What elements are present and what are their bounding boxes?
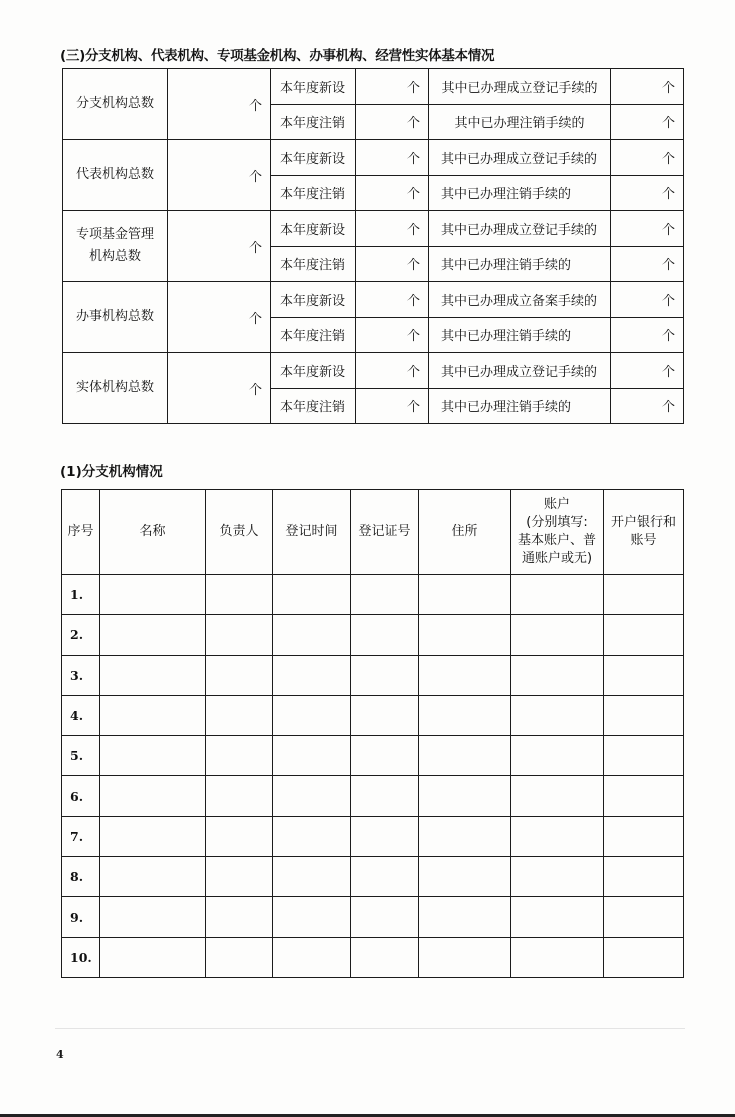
branch-table <box>61 489 684 978</box>
cell-address[interactable] <box>419 736 511 776</box>
unit-label: 个 <box>406 329 420 345</box>
divider <box>55 1028 685 1029</box>
header-name: 名称 <box>100 490 206 575</box>
unit-label: 个 <box>661 80 675 96</box>
cell-bank[interactable] <box>604 575 684 615</box>
summary-row <box>63 69 684 105</box>
cell-address[interactable] <box>419 615 511 655</box>
institution-summary-table <box>62 68 684 424</box>
cell-account[interactable] <box>511 655 604 695</box>
action-label: 本年度注销 <box>271 104 356 140</box>
count-field[interactable] <box>611 317 684 353</box>
detail-label: 其中已办理注销手续的 <box>429 388 611 424</box>
cell-address[interactable] <box>419 695 511 735</box>
unit-label: 个 <box>248 240 262 256</box>
count-field[interactable] <box>611 211 684 247</box>
org-type-label: 分支机构总数 <box>63 69 168 140</box>
header-reg-cert: 登记证号 <box>351 490 419 575</box>
cell-leader[interactable] <box>206 857 273 897</box>
action-label: 本年度新设 <box>271 282 356 318</box>
cell-account[interactable] <box>511 937 604 977</box>
org-total-field[interactable] <box>168 69 271 140</box>
org-type-label: 实体机构总数 <box>63 353 168 424</box>
unit-label: 个 <box>406 187 420 203</box>
header-bank-line1: 开户银行和 <box>610 515 676 530</box>
cell-name[interactable] <box>100 695 206 735</box>
detail-label: 其中已办理成立登记手续的 <box>429 140 611 176</box>
cell-name[interactable] <box>100 736 206 776</box>
unit-label: 个 <box>248 169 262 185</box>
cell-address[interactable] <box>419 575 511 615</box>
cell-reg-cert[interactable] <box>351 857 419 897</box>
row-index: 9. <box>62 897 100 937</box>
detail-label: 其中已办理注销手续的 <box>429 317 611 353</box>
unit-label: 个 <box>406 80 420 96</box>
detail-label: 其中已办理注销手续的 <box>429 104 611 140</box>
org-type-label <box>63 211 168 282</box>
row-index: 8. <box>62 857 100 897</box>
action-label: 本年度注销 <box>271 388 356 424</box>
org-total-field[interactable] <box>168 211 271 282</box>
count-field[interactable] <box>611 353 684 389</box>
cell-name[interactable] <box>100 575 206 615</box>
cell-name[interactable] <box>100 655 206 695</box>
cell-name[interactable] <box>100 776 206 816</box>
cell-name[interactable] <box>100 937 206 977</box>
count-field[interactable] <box>356 211 429 247</box>
table-row <box>62 816 684 856</box>
table-row <box>62 655 684 695</box>
summary-row <box>63 211 684 247</box>
count-field[interactable] <box>611 69 684 105</box>
org-type-label-line2: 机构总数 <box>88 249 141 264</box>
cell-name[interactable] <box>100 857 206 897</box>
row-index: 5. <box>62 736 100 776</box>
count-field[interactable] <box>611 388 684 424</box>
unit-label: 个 <box>406 400 420 416</box>
cell-leader[interactable] <box>206 816 273 856</box>
org-total-field[interactable] <box>168 353 271 424</box>
summary-row <box>63 282 684 318</box>
cell-bank[interactable] <box>604 736 684 776</box>
header-account-line2: (分别填写: <box>526 515 588 530</box>
cell-bank[interactable] <box>604 937 684 977</box>
detail-label: 其中已办理注销手续的 <box>429 175 611 211</box>
cell-bank[interactable] <box>604 615 684 655</box>
row-index: 6. <box>62 776 100 816</box>
detail-label: 其中已办理注销手续的 <box>429 246 611 282</box>
detail-label: 其中已办理成立登记手续的 <box>429 211 611 247</box>
row-index: 1. <box>62 575 100 615</box>
count-field[interactable] <box>356 353 429 389</box>
cell-bank[interactable] <box>604 776 684 816</box>
header-leader: 负责人 <box>206 490 273 575</box>
detail-label: 其中已办理成立备案手续的 <box>429 282 611 318</box>
action-label: 本年度新设 <box>271 353 356 389</box>
unit-label: 个 <box>661 258 675 274</box>
count-field[interactable] <box>356 246 429 282</box>
count-field[interactable] <box>611 246 684 282</box>
table-row <box>62 615 684 655</box>
table-row <box>62 776 684 816</box>
header-bank-line2: 账号 <box>630 533 657 548</box>
cell-leader[interactable] <box>206 736 273 776</box>
row-index: 3. <box>62 655 100 695</box>
cell-address[interactable] <box>419 776 511 816</box>
unit-label: 个 <box>406 293 420 309</box>
unit-label: 个 <box>661 151 675 167</box>
cell-address[interactable] <box>419 857 511 897</box>
cell-bank[interactable] <box>604 695 684 735</box>
cell-reg-cert[interactable] <box>351 575 419 615</box>
cell-account[interactable] <box>511 695 604 735</box>
count-field[interactable] <box>611 282 684 318</box>
unit-label: 个 <box>248 311 262 327</box>
count-field[interactable] <box>356 282 429 318</box>
unit-label: 个 <box>661 222 675 238</box>
unit-label: 个 <box>661 400 675 416</box>
cell-leader[interactable] <box>206 937 273 977</box>
table-row <box>62 736 684 776</box>
header-account-line3: 基本账户、普 <box>517 533 596 548</box>
cell-address[interactable] <box>419 897 511 937</box>
org-type-label: 代表机构总数 <box>63 140 168 211</box>
cell-reg-cert[interactable] <box>351 695 419 735</box>
cell-reg-time[interactable] <box>273 897 351 937</box>
table-row <box>62 857 684 897</box>
row-index: 2. <box>62 615 100 655</box>
table-row <box>62 937 684 977</box>
unit-label: 个 <box>248 98 262 114</box>
cell-reg-time[interactable] <box>273 695 351 735</box>
cell-account[interactable] <box>511 816 604 856</box>
cell-reg-time[interactable] <box>273 816 351 856</box>
cell-name[interactable] <box>100 816 206 856</box>
count-field[interactable] <box>356 175 429 211</box>
unit-label: 个 <box>406 364 420 380</box>
page-number: 4 <box>56 1048 64 1061</box>
cell-address[interactable] <box>419 937 511 977</box>
header-account-line4: 通账户或无) <box>521 551 593 566</box>
cell-reg-time[interactable] <box>273 655 351 695</box>
cell-reg-time[interactable] <box>273 736 351 776</box>
header-index: 序号 <box>62 490 100 575</box>
cell-bank[interactable] <box>604 857 684 897</box>
cell-reg-cert[interactable] <box>351 897 419 937</box>
cell-account[interactable] <box>511 615 604 655</box>
cell-leader[interactable] <box>206 655 273 695</box>
row-index: 7. <box>62 816 100 856</box>
cell-reg-cert[interactable] <box>351 736 419 776</box>
cell-reg-cert[interactable] <box>351 937 419 977</box>
cell-name[interactable] <box>100 897 206 937</box>
action-label: 本年度新设 <box>271 211 356 247</box>
unit-label: 个 <box>661 116 675 132</box>
cell-account[interactable] <box>511 736 604 776</box>
count-field[interactable] <box>356 140 429 176</box>
summary-row <box>63 140 684 176</box>
count-field[interactable] <box>356 104 429 140</box>
action-label: 本年度新设 <box>271 69 356 105</box>
cell-reg-time[interactable] <box>273 615 351 655</box>
cell-reg-time[interactable] <box>273 937 351 977</box>
unit-label: 个 <box>661 293 675 309</box>
unit-label: 个 <box>406 222 420 238</box>
cell-leader[interactable] <box>206 615 273 655</box>
cell-leader[interactable] <box>206 575 273 615</box>
table-row <box>62 897 684 937</box>
count-field[interactable] <box>611 140 684 176</box>
cell-leader[interactable] <box>206 776 273 816</box>
action-label: 本年度注销 <box>271 317 356 353</box>
cell-bank[interactable] <box>604 655 684 695</box>
cell-bank[interactable] <box>604 816 684 856</box>
summary-row <box>63 353 684 389</box>
cell-account[interactable] <box>511 897 604 937</box>
cell-leader[interactable] <box>206 897 273 937</box>
count-field[interactable] <box>611 104 684 140</box>
branch-table-body <box>62 575 684 978</box>
count-field[interactable] <box>356 317 429 353</box>
cell-reg-time[interactable] <box>273 857 351 897</box>
cell-reg-cert[interactable] <box>351 816 419 856</box>
count-field[interactable] <box>356 69 429 105</box>
unit-label: 个 <box>248 382 262 398</box>
header-bank <box>604 490 684 575</box>
cell-reg-time[interactable] <box>273 575 351 615</box>
detail-label: 其中已办理成立登记手续的 <box>429 69 611 105</box>
unit-label: 个 <box>406 151 420 167</box>
cell-address[interactable] <box>419 816 511 856</box>
cell-reg-cert[interactable] <box>351 776 419 816</box>
org-type-label: 办事机构总数 <box>63 282 168 353</box>
org-total-field[interactable] <box>168 282 271 353</box>
detail-label: 其中已办理成立登记手续的 <box>429 353 611 389</box>
cell-reg-cert[interactable] <box>351 615 419 655</box>
cell-bank[interactable] <box>604 897 684 937</box>
cell-name[interactable] <box>100 615 206 655</box>
count-field[interactable] <box>611 175 684 211</box>
action-label: 本年度注销 <box>271 175 356 211</box>
table-row <box>62 575 684 615</box>
unit-label: 个 <box>661 364 675 380</box>
branch-section-title: (1)分支机构情况 <box>60 464 163 480</box>
action-label: 本年度新设 <box>271 140 356 176</box>
header-address: 住所 <box>419 490 511 575</box>
unit-label: 个 <box>406 116 420 132</box>
unit-label: 个 <box>406 258 420 274</box>
header-account <box>511 490 604 575</box>
action-label: 本年度注销 <box>271 246 356 282</box>
row-index: 4. <box>62 695 100 735</box>
org-total-field[interactable] <box>168 140 271 211</box>
unit-label: 个 <box>661 329 675 345</box>
branch-table-header <box>62 490 684 575</box>
cell-account[interactable] <box>511 776 604 816</box>
cell-leader[interactable] <box>206 695 273 735</box>
count-field[interactable] <box>356 388 429 424</box>
unit-label: 个 <box>661 187 675 203</box>
section-title: (三)分支机构、代表机构、专项基金机构、办事机构、经营性实体基本情况 <box>60 48 495 64</box>
cell-address[interactable] <box>419 655 511 695</box>
table-row <box>62 695 684 735</box>
row-index: 10. <box>62 937 100 977</box>
cell-account[interactable] <box>511 575 604 615</box>
cell-reg-cert[interactable] <box>351 655 419 695</box>
header-reg-time: 登记时间 <box>273 490 351 575</box>
cell-account[interactable] <box>511 857 604 897</box>
cell-reg-time[interactable] <box>273 776 351 816</box>
org-type-label-line1: 专项基金管理 <box>75 227 154 242</box>
header-account-line1: 账户 <box>543 497 570 512</box>
